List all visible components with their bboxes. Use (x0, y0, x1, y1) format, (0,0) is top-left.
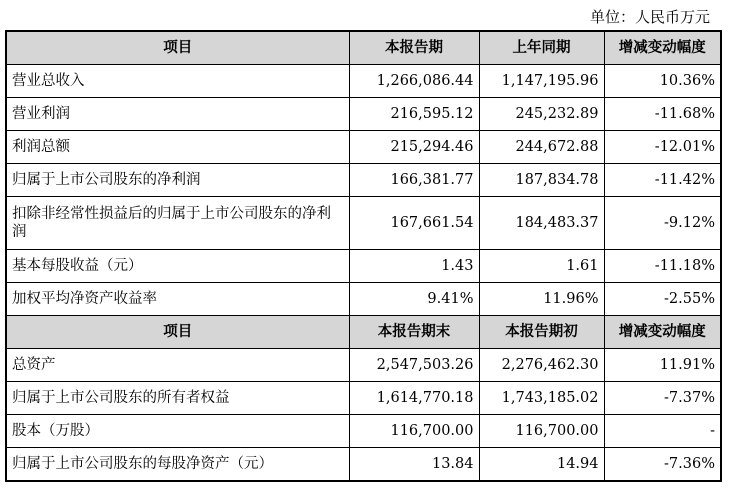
cell-prior: 244,672.88 (479, 131, 604, 164)
cell-period-start: 14.94 (479, 448, 604, 482)
cell-prior: 1.61 (479, 250, 604, 283)
table-row (6, 164, 721, 197)
table-subheader-row (6, 316, 721, 349)
row-label: 加权平均净资产收益率 (6, 283, 349, 316)
header-cell-change: 增减变动幅度 (604, 31, 721, 65)
cell-period-end: 1,614,770.18 (349, 382, 479, 415)
cell-prior: 11.96% (479, 283, 604, 316)
cell-current: 216,595.12 (349, 98, 479, 131)
cell-change: -7.37% (604, 382, 721, 415)
row-label: 扣除非经常性损益后的归属于上市公司股东的净利润 (6, 197, 349, 250)
table-row (6, 349, 721, 382)
row-label: 总资产 (6, 349, 349, 382)
cell-change: -11.68% (604, 98, 721, 131)
header-cell-item: 项目 (6, 316, 349, 349)
cell-change: -11.18% (604, 250, 721, 283)
row-label: 归属于上市公司股东的每股净资产（元） (6, 448, 349, 482)
header-cell-change: 增减变动幅度 (604, 316, 721, 349)
row-label: 归属于上市公司股东的净利润 (6, 164, 349, 197)
cell-period-end: 2,547,503.26 (349, 349, 479, 382)
cell-prior: 187,834.78 (479, 164, 604, 197)
cell-current: 166,381.77 (349, 164, 479, 197)
header-cell-current-period: 本报告期 (349, 31, 479, 65)
cell-period-start: 116,700.00 (479, 415, 604, 448)
cell-current: 215,294.46 (349, 131, 479, 164)
table-row (6, 382, 721, 415)
cell-change: -9.12% (604, 197, 721, 250)
cell-change: 11.91% (604, 349, 721, 382)
unit-note: 单位：人民币万元 (589, 8, 710, 26)
header-cell-period-start: 本报告期初 (479, 316, 604, 349)
table-row (6, 250, 721, 283)
cell-current: 167,661.54 (349, 197, 479, 250)
table-row (6, 448, 721, 482)
cell-current: 9.41% (349, 283, 479, 316)
cell-period-end: 116,700.00 (349, 415, 479, 448)
table-row (6, 197, 721, 250)
cell-period-start: 2,276,462.30 (479, 349, 604, 382)
cell-period-start: 1,743,185.02 (479, 382, 604, 415)
cell-change: - (604, 415, 721, 448)
header-cell-prior-period: 上年同期 (479, 31, 604, 65)
row-label: 营业利润 (6, 98, 349, 131)
cell-prior: 1,147,195.96 (479, 65, 604, 98)
row-label: 股本（万股） (6, 415, 349, 448)
row-label: 营业总收入 (6, 65, 349, 98)
table-row (6, 131, 721, 164)
table-row (6, 415, 721, 448)
cell-period-end: 13.84 (349, 448, 479, 482)
row-label: 基本每股收益（元） (6, 250, 349, 283)
cell-prior: 184,483.37 (479, 197, 604, 250)
header-cell-period-end: 本报告期末 (349, 316, 479, 349)
cell-change: -7.36% (604, 448, 721, 482)
cell-change: -11.42% (604, 164, 721, 197)
row-label: 归属于上市公司股东的所有者权益 (6, 382, 349, 415)
row-label: 利润总额 (6, 131, 349, 164)
cell-change: 10.36% (604, 65, 721, 98)
financial-summary-table (5, 30, 722, 482)
cell-current: 1,266,086.44 (349, 65, 479, 98)
table-row (6, 65, 721, 98)
cell-change: -2.55% (604, 283, 721, 316)
table-row (6, 283, 721, 316)
cell-prior: 245,232.89 (479, 98, 604, 131)
table-row (6, 98, 721, 131)
cell-current: 1.43 (349, 250, 479, 283)
header-cell-item: 项目 (6, 31, 349, 65)
cell-change: -12.01% (604, 131, 721, 164)
table-header-row (6, 31, 721, 65)
